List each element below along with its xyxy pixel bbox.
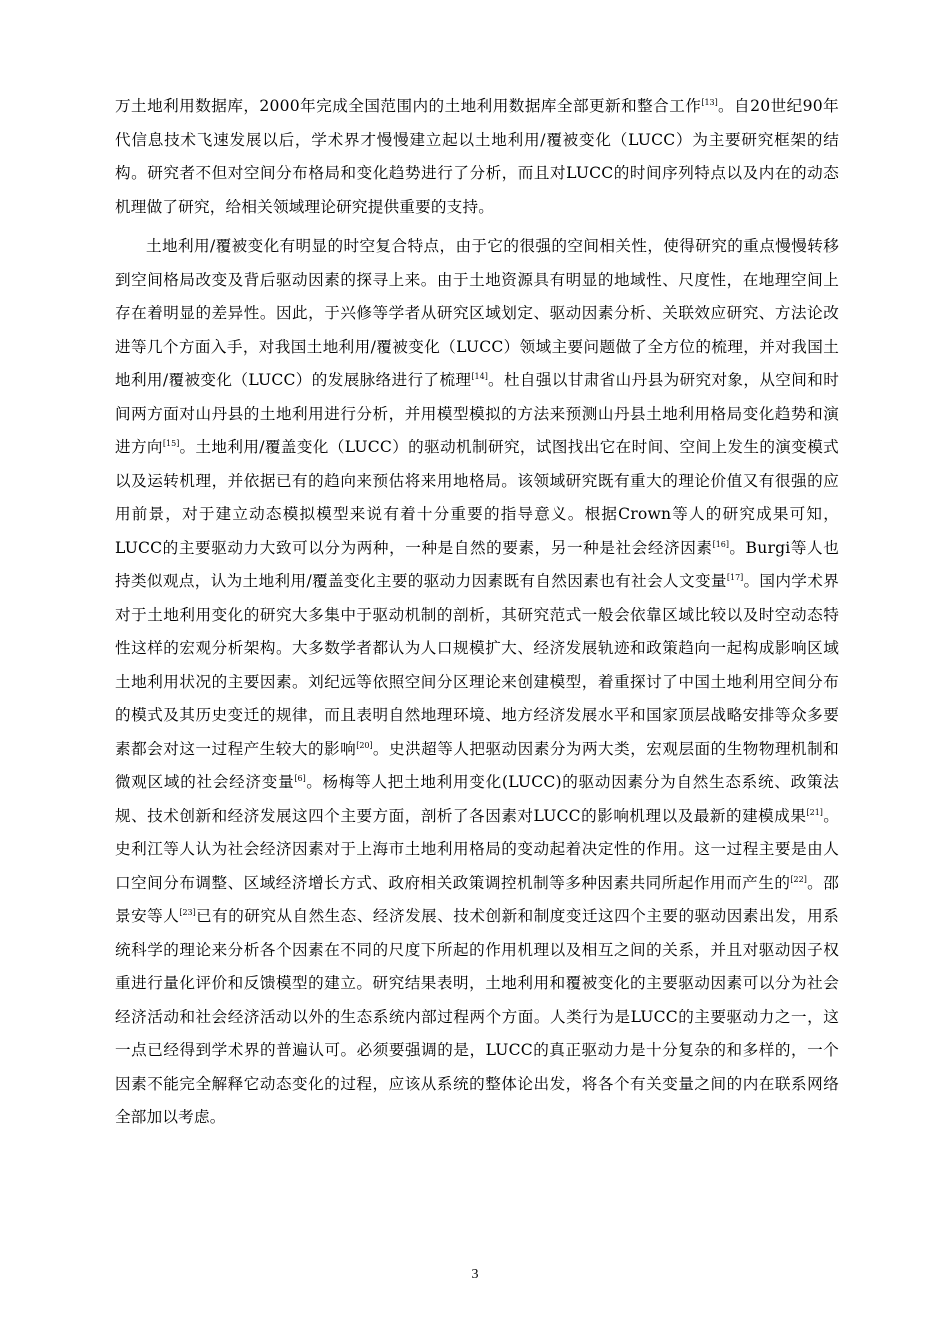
paragraph-text: 。邵景安等人 xyxy=(115,873,839,925)
citation-marker: [21] xyxy=(806,807,823,817)
paragraph xyxy=(115,230,839,1135)
paragraph-text: 。史洪超等人把驱动因素分为两大类，宏观层面的生物物理机制和微观区域的社会经济变量 xyxy=(115,739,839,791)
citation-marker: [15] xyxy=(162,438,180,448)
paragraph-text: 万土地利用数据库，2000年完成全国范围内的土地利用数据库全部更新和整合工作 xyxy=(115,97,702,115)
paragraph-text: 土地利用/覆被变化有明显的时空复合特点，由于它的很强的空间相关性，使得研究的重点慢慢转移到空间格局改变及背后驱动因素的探寻上来。由于土地资源具有明显的地域性、尺度性，在地理空间上存在着明显的差异性。因此，于兴修等学者从研究区域划定、驱动因素分析、关联效应研究、方法论改进等几个方面入手，对我国土地利用/覆被变化（LUCC）领域主要问题做了全方位的梳理，并对我国土地利用/覆被变化（LUCC）的发展脉络进行了梳理 xyxy=(115,237,839,389)
citation-marker: [6] xyxy=(294,773,306,783)
paragraph-text: 。史利江等人认为社会经济因素对于上海市土地利用格局的变动起着决定性的作用。这一过程主要是由人口空间分布调整、区域经济增长方式、政府相关政策调控机制等多种因素共同所起作用而产生的 xyxy=(115,806,840,892)
citation-marker: [17] xyxy=(726,572,744,582)
paragraph-text: 。Burgi等人也持类似观点，认为土地利用/覆盖变化主要的驱动力因素既有自然因素也有社会人文变量 xyxy=(115,538,839,590)
paragraph-text: 已有的研究从自然生态、经济发展、技术创新和制度变迁这四个主要的驱动因素出发，用系统科学的理论来分析各个因素在不同的尺度下所起的作用机理以及相互之间的关系，并且对驱动因子权重进行量化评价和反馈模型的建立。研究结果表明，土地利用和覆被变化的主要驱动因素可以分为社会经济活动和社会经济活动以外的生态系统内部过程两个方面。人类行为是LUCC的主要驱动力之一，这一点已经得到学术界的普遍认可。必须要强调的是，LUCC的真正驱动力是十分复杂的和多样的，一个因素不能完全解释它动态变化的过程，应该从系统的整体论出发，将各个有关变量之间的内在联系网络全部加以考虑。 xyxy=(115,907,839,1126)
citation-marker: [14] xyxy=(471,371,488,381)
paragraph-text: 。国内学术界对于土地利用变化的研究大多集中于驱动机制的剖析，其研究范式一般会依靠区域比较以及时空动态特性这样的宏观分析架构。大多数学者都认为人口规模扩大、经济发展轨迹和政策趋向一起构成影响区域土地利用状况的主要因素。刘纪远等依照空间分区理论来创建模型，着重探讨了中国土地利用空间分布的模式及其历史变迁的规律，而且表明自然地理环境、地方经济发展水平和国家顶层战略安排等众多要素都会对这一过程产生较大的影响 xyxy=(115,572,840,758)
paragraph-text: 。杜自强以甘肃省山丹县为研究对象，从空间和时间两方面对山丹县的土地利用进行分析，并用模型模拟的方法来预测山丹县土地利用格局变化趋势和演进方向 xyxy=(115,371,839,456)
citation-marker: [13] xyxy=(701,97,718,107)
paragraph xyxy=(115,90,839,224)
body-text xyxy=(115,90,839,1135)
paragraph-text: 。土地利用/覆盖变化（LUCC）的驱动机制研究，试图找出它在时间、空间上发生的演变模式以及运转机理，并依据已有的趋向来预估将来用地格局。该领域研究既有重大的理论价值又有很强的应用前景，对于建立动态模拟模型来说有着十分重要的指导意义。根据Crown等人的研究成果可知，LUCC的主要驱动力大致可以分为两种，一种是自然的要素，另一种是社会经济因素 xyxy=(115,438,839,557)
citation-marker: [22] xyxy=(790,874,807,884)
page-number: 3 xyxy=(471,1267,479,1282)
paragraph-text: 。自20世纪90年代信息技术飞速发展以后，学术界才慢慢建立起以土地利用/覆被变化（LUCC）为主要研究框架的结构。研究者不但对空间分布格局和变化趋势进行了分析，而且对LUCC的时间序列特点以及内在的动态机理做了研究，给相关领域理论研究提供重要的支持。 xyxy=(115,97,839,216)
citation-marker: [16] xyxy=(712,539,729,549)
citation-marker: [20] xyxy=(356,740,373,750)
citation-marker: [23] xyxy=(179,907,196,917)
paragraph-text: 。杨梅等人把土地利用变化(LUCC)的驱动因素分为自然生态系统、政策法规、技术创新和经济发展这四个主要方面，剖析了各因素对LUCC的影响机理以及最新的建模成果 xyxy=(115,773,839,825)
